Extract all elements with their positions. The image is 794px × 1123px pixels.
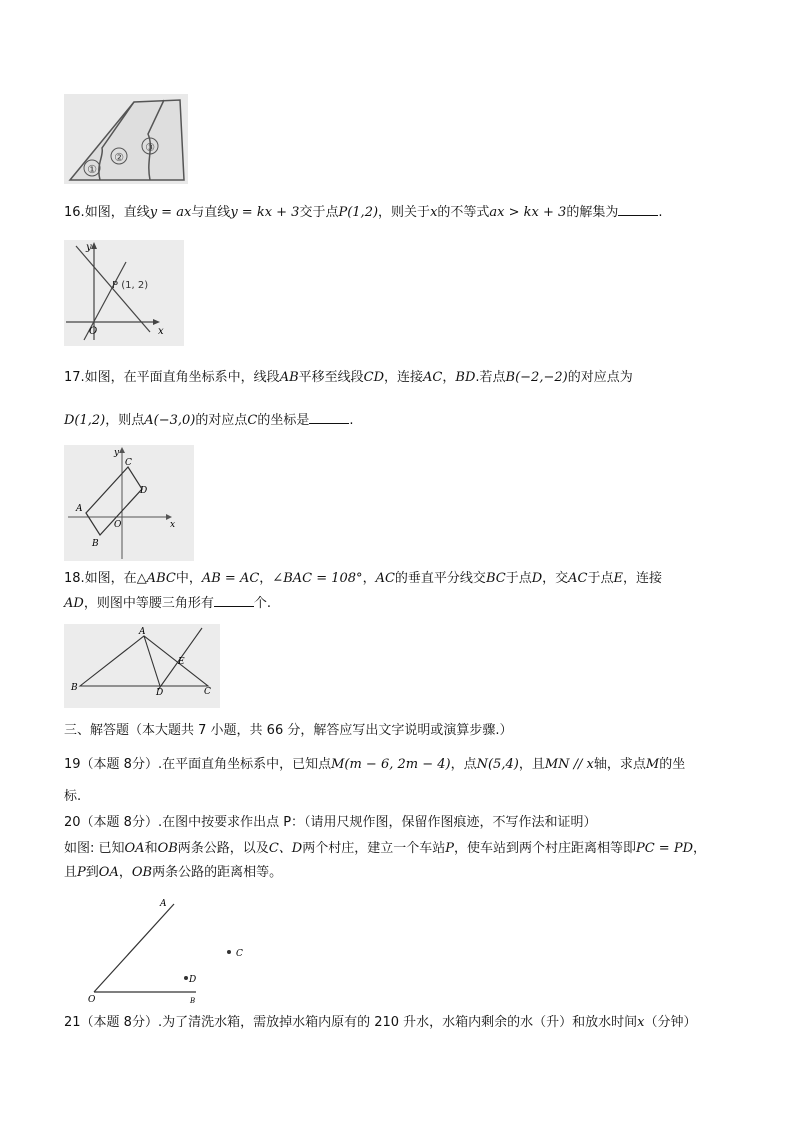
fig20-c-label: C [236, 949, 243, 959]
fig17-b-label: B [92, 539, 99, 549]
figure-q18-triangle [64, 624, 220, 708]
figure-q15-triangle [64, 94, 188, 184]
piece-label-2: ② [114, 151, 124, 164]
figure-q17-translation [64, 445, 194, 561]
fig18-b-label: B [71, 683, 78, 693]
fig16-y-axis-label: y [86, 242, 92, 253]
question-21-line1: 21（本题 8分）.为了清洗水箱，需放掉水箱内原有的 210 升水，水箱内剩余的水（升）和放水时间x（分钟） [64, 1015, 697, 1030]
answer-blank-16[interactable] [618, 203, 658, 216]
fig18-d-label: D [156, 688, 164, 698]
fig16-x-axis-label: x [158, 326, 164, 337]
fig18-a-label: A [139, 627, 146, 637]
fig20-d-label: D [189, 975, 197, 985]
piece-label-3: ③ [145, 141, 155, 154]
fig17-d-label: D [140, 486, 148, 496]
question-20-line2: 如图: 已知OA和OB两条公路，以及C、D两个村庄，建立一个车站P，使车站到两个村庄距离相等即PC = PD， [64, 841, 707, 856]
question-17-line2: D(1,2)，则点A(−3,0)的对应点C的坐标是 . [64, 413, 354, 428]
fig16-origin-label: O [89, 326, 98, 337]
piece-label-1: ① [87, 163, 97, 176]
question-20-line3: 且P到OA，OB两条公路的距离相等。 [64, 865, 283, 880]
fig20-a-label: A [160, 899, 167, 909]
fig18-e-label: E [178, 657, 185, 667]
fig17-x-label: x [170, 520, 176, 530]
question-16: 16.如图，直线y = ax与直线y = kx + 3交于点P(1,2)，则关于x的不等式ax > kx + 3的解集为 . [64, 205, 663, 220]
figure-q20-roads [64, 890, 264, 1008]
question-18-line1: 18.如图，在△ABC中，AB = AC，∠BAC = 108°，AC的垂直平分线交BC于点D，交AC于点E，连接 [64, 571, 663, 586]
answer-blank-18[interactable] [214, 594, 254, 607]
question-19-line2: 标. [64, 789, 82, 804]
answer-blank-17[interactable] [309, 411, 349, 424]
question-18-line2: AD，则图中等腰三角形有 个. [64, 596, 271, 611]
q16-number: 16. [64, 205, 85, 220]
fig16-point-label: P (1, 2) [112, 280, 149, 291]
fig17-o-label: O [114, 520, 122, 530]
fig17-y-label: y [114, 448, 120, 458]
question-19-line1: 19（本题 8分）.在平面直角坐标系中，已知点M(m − 6, 2m − 4)，点N(5,4)，且MN // x轴，求点M的坐 [64, 757, 686, 772]
question-20-line1: 20（本题 8分）.在图中按要求作出点 P：（请用尺规作图，保留作图痕迹，不写作法和证明） [64, 815, 597, 830]
fig18-c-label: C [204, 687, 211, 697]
fig20-o-label: O [88, 995, 96, 1005]
fig17-a-label: A [76, 504, 83, 514]
section-3-heading: 三、解答题（本大题共 7 小题，共 66 分，解答应写出文字说明或演算步骤.） [64, 723, 513, 738]
fig17-c-label: C [125, 458, 132, 468]
question-17-line1: 17.如图，在平面直角坐标系中，线段AB平移至线段CD，连接AC，BD.若点B(−2,−2)的对应点为 [64, 370, 633, 385]
fig20-b-label: B [190, 997, 196, 1005]
figure-q16-lines [64, 240, 184, 346]
